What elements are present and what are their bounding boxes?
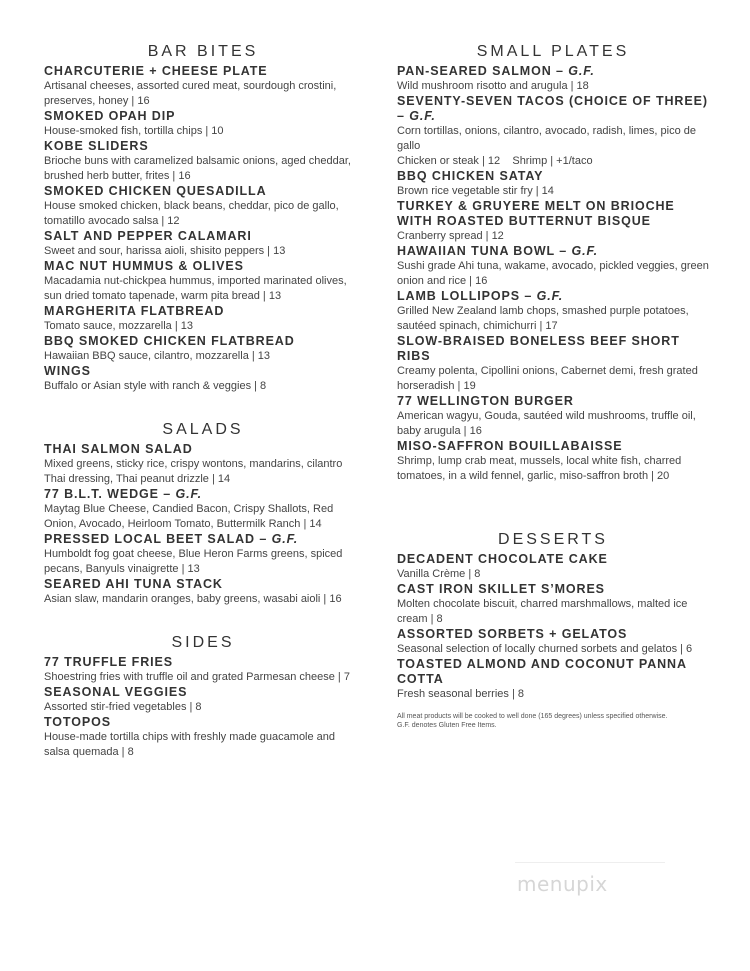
menu-item [44,685,362,715]
menu-item [44,577,362,607]
menu-item [397,94,709,169]
gluten-free-tag: G.F. [271,532,299,546]
menu-item-name [397,582,709,597]
menu-item [397,394,709,439]
menu-item-title: BBQ CHICKEN SATAY [397,169,544,183]
menu-item-title: TURKEY & GRUYERE MELT ON BRIOCHE WITH ROASTED BUTTERNUT BISQUE [397,199,675,228]
menu-item-price-options: Chicken or steak | 12 Shrimp | +1/taco [397,155,593,167]
menu-item-description: House-smoked fish, tortilla chips | 10 [44,125,224,137]
menu-item-description: Brown rice vegetable stir fry | 14 [397,185,554,197]
menu-item-description: Tomato sauce, mozzarella | 13 [44,320,193,332]
menu-item-description: Seasonal selection of locally churned sorbets and gelatos | 6 [397,643,693,655]
menu-item [44,655,362,685]
menu-item [44,442,362,487]
menu-item-name [44,64,362,79]
menu-item-name [397,394,709,409]
menu-item-description: Vanilla Crème | 8 [397,568,481,580]
gluten-free-tag: G.F. [536,289,564,303]
menu-item-title: BBQ SMOKED CHICKEN FLATBREAD [44,334,295,348]
menu-item-name [44,229,362,244]
menu-item [397,657,709,702]
menu-item-description: Maytag Blue Cheese, Candied Bacon, Crispy Shallots, Red Onion, Avocado, Heirloom Tomato, Buttermilk Ranch | 14 [44,503,334,530]
menu-item [44,304,362,334]
section-title: SIDES [171,634,235,651]
menu-item-description: Shrimp, lump crab meat, mussels, local white fish, charred tomatoes, in a wild fennel, garlic, miso-saffron broth | 20 [397,455,682,482]
menu-item-description: House-made tortilla chips with freshly made guacamole and salsa quemada | 8 [44,731,336,758]
watermark-rule [515,862,665,863]
menu-item [397,244,709,289]
menu-item-name [44,577,362,592]
menu-item-description: Mixed greens, sticky rice, crispy wontons, mandarins, cilantro Thai dressing, Thai peanut drizzle | 14 [44,458,343,485]
menu-item-title: 77 WELLINGTON BURGER [397,394,574,408]
fine-print-line: All meat products will be cooked to well done (165 degrees) unless specified otherwise. [397,713,668,720]
menu-item [44,364,362,394]
menu-item-description: Cranberry spread | 12 [397,230,504,242]
gluten-free-tag: G.F. [571,244,598,258]
menu-item-title: 77 B.L.T. WEDGE – [44,487,176,501]
menu-item-description: Sushi grade Ahi tuna, wakame, avocado, pickled veggies, green onion and rice | 16 [397,260,709,287]
menu-item-description: Creamy polenta, Cipollini onions, Cabernet demi, fresh grated horseradish | 19 [397,365,698,392]
menu-item-name [44,685,362,700]
menu-item-name [397,94,709,124]
menu-item [44,229,362,259]
menu-item [44,487,362,532]
menu-item-title: 77 TRUFFLE FRIES [44,655,173,669]
menu-item-name [397,334,709,364]
bar-bites-section [44,42,362,394]
menu-item-title: MISO-SAFFRON BOUILLABAISSE [397,439,623,453]
menu-item-name [397,169,709,184]
menu-item-name [397,289,709,304]
menu-item-title: PAN-SEARED SALMON – [397,64,569,78]
menu-item-description: Humboldt fog goat cheese, Blue Heron Farms greens, spiced pecans, Banyuls vinaigrette | 13 [44,548,343,575]
menu-item-description: House smoked chicken, black beans, cheddar, pico de gallo, tomatillo avocado salsa | 12 [44,200,339,227]
menu-item-title: SEARED AHI TUNA STACK [44,577,223,591]
menu-item-name [397,627,709,642]
menu-item-name [44,655,362,670]
menu-item [44,334,362,364]
menu-item-description: Grilled New Zealand lamb chops, smashed purple potatoes, sautéed spinach, chimichurri | 17 [397,305,689,332]
menu-item-name [44,304,362,319]
menu-item-description: Molten chocolate biscuit, charred marshmallows, malted ice cream | 8 [397,598,688,625]
menu-item-title: MAC NUT HUMMUS & OLIVES [44,259,244,273]
section-title: BAR BITES [147,43,259,60]
menu-item-name [44,109,362,124]
menu-item-title: THAI SALMON SALAD [44,442,193,456]
left-column [44,42,362,760]
menu-item [397,334,709,394]
menu-item-description: Corn tortillas, onions, cilantro, avocado, radish, limes, pico de gallo [397,125,696,152]
menu-item-name [397,439,709,454]
menu-item-name [44,487,362,502]
right-column [397,42,709,730]
menu-item [397,439,709,484]
menu-item-description: Wild mushroom risotto and arugula | 18 [397,80,589,92]
menu-item [44,64,362,109]
menu-item-title: HAWAIIAN TUNA BOWL – [397,244,572,258]
menu-item-title: CHARCUTERIE + CHEESE PLATE [44,64,268,78]
menu-item [397,552,709,582]
menu-item-name [44,184,362,199]
section-title: DESSERTS [498,531,608,548]
menu-item-description: Brioche buns with caramelized balsamic onions, aged cheddar, brushed herb butter, frites | 16 [44,155,351,182]
menu-item-title: TOASTED ALMOND AND COCONUT PANNA COTTA [397,657,687,686]
menu-item-description: Asian slaw, mandarin oranges, baby greens, wasabi aioli | 16 [44,593,342,605]
menu-item-description: Fresh seasonal berries | 8 [397,688,524,700]
menu-item-name [44,259,362,274]
gluten-free-tag: G.F. [175,487,203,501]
menu-item-name [397,552,709,567]
menu-item-description: American wagyu, Gouda, sautéed wild mushrooms, truffle oil, baby arugula | 16 [397,410,696,437]
menu-item-description: Macadamia nut-chickpea hummus, imported marinated olives, sun dried tomato tapenade, warm pita bread | 13 [44,275,347,302]
section-title: SMALL PLATES [476,43,630,60]
menu-item-title: PRESSED LOCAL BEET SALAD – [44,532,272,546]
menu-item [44,109,362,139]
menu-item-title: MARGHERITA FLATBREAD [44,304,225,318]
menu-item-description: Assorted stir-fried vegetables | 8 [44,701,202,713]
salads-section [44,420,362,607]
watermark-logo: menupix [517,872,608,896]
menu-item [44,139,362,184]
menu-item-name [397,657,709,687]
menu-item-title: SEVENTY-SEVEN TACOS (CHOICE OF THREE) – [397,94,708,123]
menu-item [397,64,709,94]
menu-item-title: LAMB LOLLIPOPS – [397,289,537,303]
menu-item-name [44,532,362,547]
menu-item-description: Artisanal cheeses, assorted cured meat, sourdough crostini, preserves, honey | 16 [44,80,337,107]
menu-item-name [397,199,709,229]
menu-item [397,199,709,244]
menu-item-name [44,715,362,730]
menu-item-title: ASSORTED SORBETS + GELATOS [397,627,628,641]
menu-item-title: SMOKED OPAH DIP [44,109,176,123]
menu-item [44,532,362,577]
fine-print [397,712,709,730]
menu-item-title: DECADENT CHOCOLATE CAKE [397,552,608,566]
menu-item [397,169,709,199]
menu-item [397,582,709,627]
menu-item-name [397,64,709,79]
gluten-free-tag: G.F. [568,64,595,78]
menu-item-description: Buffalo or Asian style with ranch & veggies | 8 [44,380,267,392]
menu-item-title: SLOW-BRAISED BONELESS BEEF SHORT RIBS [397,334,680,363]
section-title: SALADS [162,421,244,438]
menu-item [44,259,362,304]
menu-item-name [44,442,362,457]
menu-item [397,627,709,657]
menu-item [44,715,362,760]
menu-item-description: Sweet and sour, harissa aioli, shisito peppers | 13 [44,245,286,257]
sides-section [44,633,362,760]
menu-item-name [397,244,709,259]
desserts-section [397,530,709,702]
small-plates-section [397,42,709,484]
menu-item-name [44,139,362,154]
menu-item-title: SMOKED CHICKEN QUESADILLA [44,184,267,198]
menu-item-description: Shoestring fries with truffle oil and grated Parmesan cheese | 7 [44,671,350,683]
menu-item-title: SALT AND PEPPER CALAMARI [44,229,252,243]
menu-item-title: KOBE SLIDERS [44,139,149,153]
menu-item-title: CAST IRON SKILLET S’MORES [397,582,605,596]
menu-item-name [44,334,362,349]
menu-item [44,184,362,229]
menu-item-title: TOTOPOS [44,715,111,729]
menu-item-title: SEASONAL VEGGIES [44,685,188,699]
menu-item-description: Hawaiian BBQ sauce, cilantro, mozzarella | 13 [44,350,271,362]
gluten-free-tag: G.F. [409,109,436,123]
menu-item-title: WINGS [44,364,91,378]
menu-item-name [44,364,362,379]
menu-item [397,289,709,334]
fine-print-line: G.F. denotes Gluten Free Items. [397,722,497,729]
